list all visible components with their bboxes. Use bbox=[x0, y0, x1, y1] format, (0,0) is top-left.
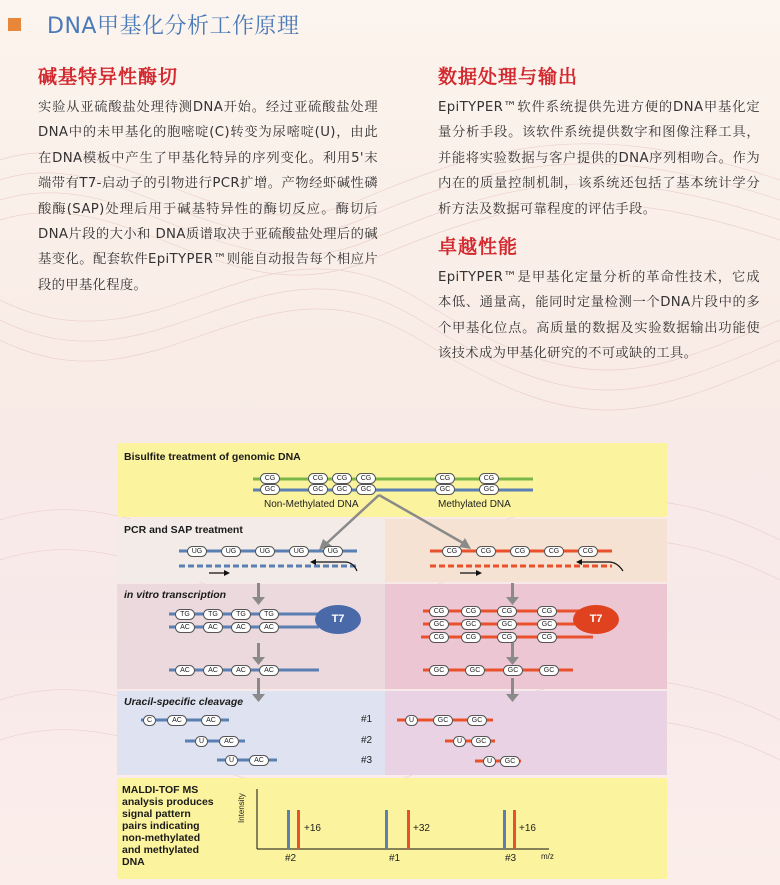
peak-shift-label: +16 bbox=[519, 823, 536, 834]
ac-site: AC bbox=[175, 622, 195, 633]
output-heading: 数据处理与输出 bbox=[438, 66, 579, 88]
gc-site: GC bbox=[435, 484, 455, 495]
page-header bbox=[8, 9, 299, 39]
fragment-label-1: #1 bbox=[361, 714, 373, 725]
gc-site: GC bbox=[479, 484, 499, 495]
ac-site: AC bbox=[201, 715, 221, 726]
tg-site: TG bbox=[175, 609, 195, 620]
tg-site: TG bbox=[259, 609, 279, 620]
cg-site: CG bbox=[442, 546, 462, 557]
page-title: DNA甲基化分析工作原理 bbox=[47, 13, 300, 39]
step-transcription-label: in vitro transcription bbox=[124, 589, 227, 601]
ac-site: AC bbox=[167, 715, 187, 726]
cg-site: CG bbox=[497, 606, 517, 617]
fragment-label-2: #2 bbox=[361, 735, 373, 746]
methylated-label: Methylated DNA bbox=[438, 499, 511, 510]
ac-site: AC bbox=[219, 736, 239, 747]
non-methylated-label: Non-Methylated DNA bbox=[264, 499, 359, 510]
tg-site: TG bbox=[203, 609, 223, 620]
cg-site: CG bbox=[578, 546, 598, 557]
ac-site: AC bbox=[203, 665, 223, 676]
ac-site: AC bbox=[259, 665, 279, 676]
tg-site: TG bbox=[231, 609, 251, 620]
ug-site: UG bbox=[323, 546, 343, 557]
ac-site: AC bbox=[231, 622, 251, 633]
cleavage-heading: 碱基特异性酶切 bbox=[38, 66, 179, 88]
ug-site: UG bbox=[289, 546, 309, 557]
gc-site: GC bbox=[467, 715, 487, 726]
peak-shift-label: +32 bbox=[413, 823, 430, 834]
u-site: U bbox=[453, 736, 466, 747]
gc-site: GC bbox=[356, 484, 376, 495]
ug-site: UG bbox=[255, 546, 275, 557]
step-bisulfite-label: Bisulfite treatment of genomic DNA bbox=[124, 451, 301, 463]
ug-site: UG bbox=[221, 546, 241, 557]
cg-site: CG bbox=[497, 632, 517, 643]
cg-site: CG bbox=[429, 632, 449, 643]
peak-id-label: #1 bbox=[389, 853, 401, 864]
cg-site: CG bbox=[435, 473, 455, 484]
step-maldi-label: MALDI-TOF MS analysis produces signal pattern pairs indicating non-methylated and methylated DNA bbox=[122, 784, 214, 868]
intensity-axis-label: Intensity bbox=[237, 793, 246, 823]
gc-site: GC bbox=[539, 665, 559, 676]
peak-id-label: #3 bbox=[505, 853, 517, 864]
c-site: C bbox=[143, 715, 156, 726]
mz-axis-label: m/z bbox=[541, 852, 554, 861]
title-bullet-icon bbox=[8, 18, 21, 31]
cg-site: CG bbox=[537, 632, 557, 643]
u-site: U bbox=[195, 736, 208, 747]
t7-promoter-methylated: T7 bbox=[573, 605, 619, 634]
gc-site: GC bbox=[500, 756, 520, 767]
step-cleavage-label: Uracil-specific cleavage bbox=[124, 696, 244, 708]
u-site: U bbox=[225, 755, 238, 766]
u-site: U bbox=[483, 756, 496, 767]
gc-site: GC bbox=[308, 484, 328, 495]
gc-site: GC bbox=[497, 619, 517, 630]
output-body: EpiTYPER™软件系统提供先进方便的DNA甲基化定量分析手段。该软件系统提供数字和图像注释工具，并能将实验数据与客户提供的DNA序列相吻合。作为内在的质量控制机制，该系统还包括了基本统计学分析方法及数据可靠程度的评估手段。 bbox=[438, 100, 760, 217]
gc-site: GC bbox=[461, 619, 481, 630]
cg-site: CG bbox=[308, 473, 328, 484]
cg-site: CG bbox=[479, 473, 499, 484]
gc-site: GC bbox=[465, 665, 485, 676]
ac-site: AC bbox=[203, 622, 223, 633]
gc-site: GC bbox=[433, 715, 453, 726]
cg-site: CG bbox=[510, 546, 530, 557]
gc-site: GC bbox=[332, 484, 352, 495]
performance-heading: 卓越性能 bbox=[438, 236, 519, 259]
right-column bbox=[438, 62, 760, 367]
cg-site: CG bbox=[356, 473, 376, 484]
cg-site: CG bbox=[544, 546, 564, 557]
cg-site: CG bbox=[461, 606, 481, 617]
left-column bbox=[38, 62, 378, 298]
gc-site: GC bbox=[260, 484, 280, 495]
peak-shift-label: +16 bbox=[304, 823, 321, 834]
cg-site: CG bbox=[429, 606, 449, 617]
methylation-workflow-diagram bbox=[117, 443, 667, 879]
gc-site: GC bbox=[471, 736, 491, 747]
ac-site: AC bbox=[259, 622, 279, 633]
ac-site: AC bbox=[175, 665, 195, 676]
fragment-label-3: #3 bbox=[361, 755, 373, 766]
t7-promoter-non-methylated: T7 bbox=[315, 605, 361, 634]
ac-site: AC bbox=[231, 665, 251, 676]
gc-site: GC bbox=[429, 619, 449, 630]
u-site: U bbox=[405, 715, 418, 726]
ac-site: AC bbox=[249, 755, 269, 766]
gc-site: GC bbox=[429, 665, 449, 676]
ug-site: UG bbox=[187, 546, 207, 557]
gc-site: GC bbox=[537, 619, 557, 630]
peak-id-label: #2 bbox=[285, 853, 297, 864]
step-pcr-label: PCR and SAP treatment bbox=[124, 524, 243, 536]
performance-body: EpiTYPER™是甲基化定量分析的革命性技术，它成本低、通量高，能同时定量检测一个DNA片段中的多个甲基化位点。高质量的数据及实验数据输出功能使该技术成为甲基化研究的不可或缺的工具。 bbox=[438, 270, 760, 362]
cleavage-body: 实验从亚硫酸盐处理待测DNA开始。经过亚硫酸盐处理DNA中的未甲基化的胞嘧啶(C)转变为尿嘧啶(U)，由此在DNA模板中产生了甲基化特异的序列变化。利用5'末端带有T7-启动子的引物进行PCR扩增。产物经虾碱性磷酸酶(SAP)处理后用于碱基特异性的酶切反应。酶切后DNA片段的大小和 DNA质谱取决于亚硫酸盐处理后的碱基变化。配套软件EpiTYPER™则能自动报告每个相应片段的甲基化程度。 bbox=[38, 100, 378, 293]
cg-site: CG bbox=[461, 632, 481, 643]
cg-site: CG bbox=[260, 473, 280, 484]
cg-site: CG bbox=[537, 606, 557, 617]
cg-site: CG bbox=[332, 473, 352, 484]
cg-site: CG bbox=[476, 546, 496, 557]
gc-site: GC bbox=[503, 665, 523, 676]
